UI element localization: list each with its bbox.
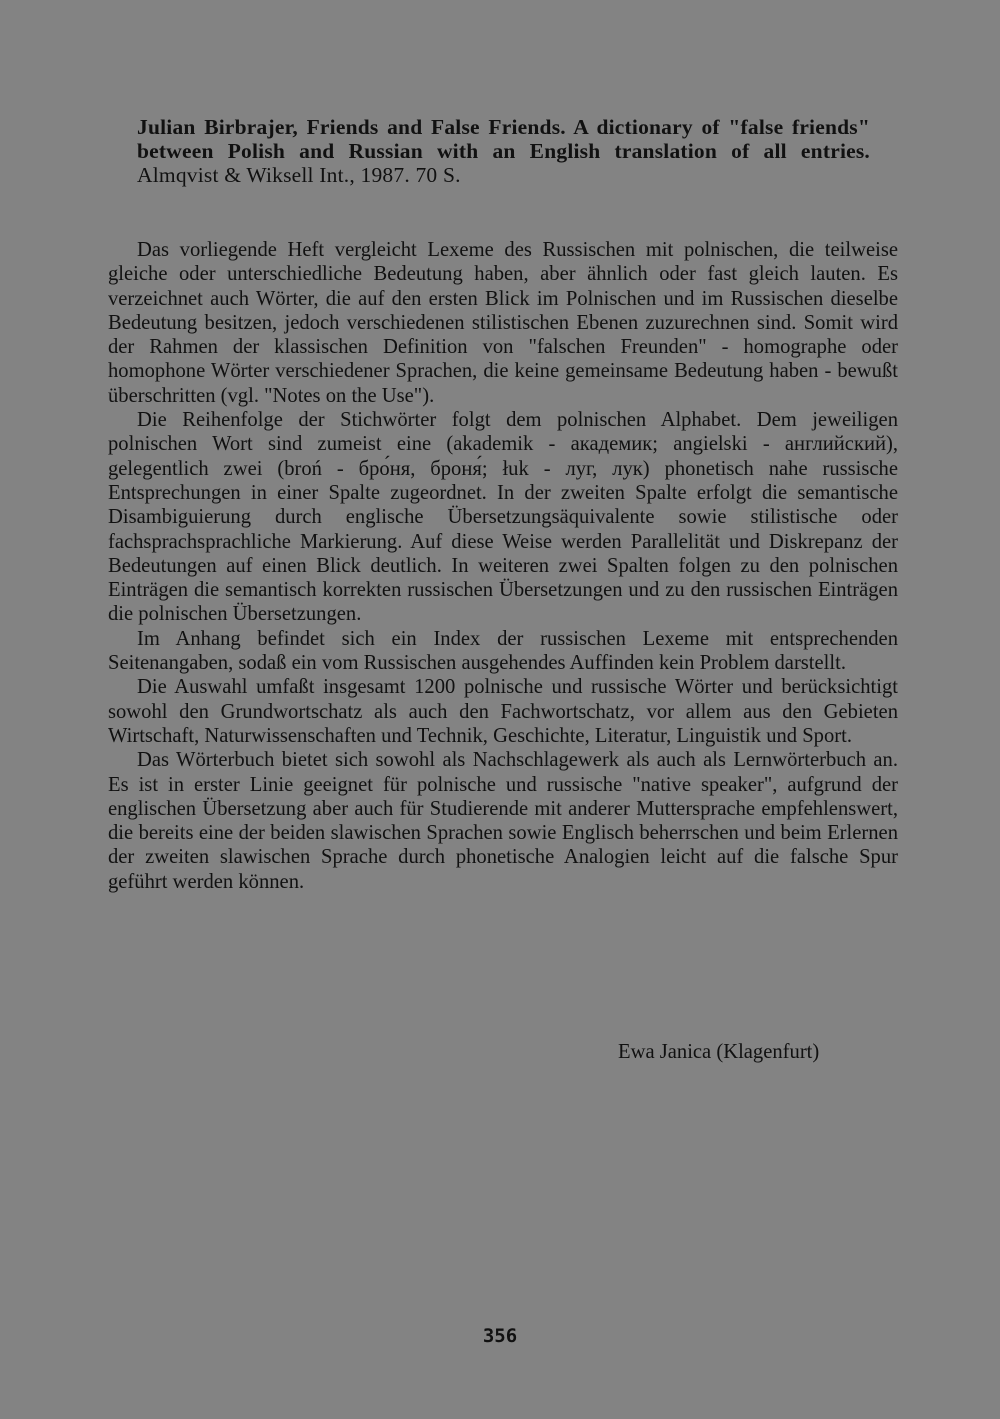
book-citation: Julian Birbrajer, Friends and False Friends. A dictionary of "false friends" between Polish and Russian with an English translation of all entries.: [137, 115, 870, 163]
paragraph: Die Reihenfolge der Stichwörter folgt dem polnischen Alphabet. Dem jeweiligen polnischen Wort sind zumeist eine (akademik - академик; angielski - английский), gelegentlich zwei (broń - бро́ня, броня́; łuk - луг, лук) phonetisch nahe russische Entsprechungen in einer Spalte zugeordnet. In der zweiten Spalte erfolgt die semantische Disambiguierung durch englische Übersetzungsäquivalente sowie stilistische oder fachsprachsprachliche Markierung. Auf diese Weise werden Parallelität und Diskrepanz der Bedeutungen auf einen Blick deutlich. In weiteren zwei Spalten folgen zu den polnischen Einträgen die semantisch korrekten russischen Übersetzungen und zu den russischen Einträgen die polnischen Übersetzungen.: [108, 409, 898, 626]
paragraph: Das Wörterbuch bietet sich sowohl als Nachschlagewerk als auch als Lernwörterbuch an. Es ist in erster Linie geeignet für polnische und russische "native speaker", aufgrund der englischen Übersetzung aber auch für Studierende mit anderer Muttersprache empfehlenswert, die bereits eine der beiden slawischen Sprachen sowie Englisch beherrschen und beim Erlernen der zweiten slawischen Sprache durch phonetische Analogien leicht auf die falsche Spur geführt werden können.: [108, 749, 898, 893]
publisher-info: Almqvist & Wiksell Int., 1987. 70 S.: [137, 163, 461, 187]
page-number: 356: [482, 1325, 518, 1347]
reviewer-signature: Ewa Janica (Klagenfurt): [618, 1041, 820, 1063]
paragraph: Das vorliegende Heft vergleicht Lexeme des Russischen mit polnischen, die teilweise gleiche oder unterschiedliche Bedeutung haben, aber ähnlich oder fast gleich lauten. Es verzeichnet auch Wörter, die auf den ersten Blick im Polnischen und im Russischen dieselbe Bedeutung besitzen, jedoch verschiedenen stilistischen Ebenen zuzurechnen sind. Somit wird der Rahmen der klassischen Definition von "falschen Freunden" - homographe oder homophone Wörter verschiedener Sprachen, die keine gemeinsame Bedeutung haben - bewußt überschritten (vgl. "Notes on the Use").: [108, 239, 898, 407]
paragraph: Die Auswahl umfaßt insgesamt 1200 polnische und russische Wörter und berücksichtigt sowohl den Grundwortschatz als auch den Fachwortschatz, vor allem aus den Gebieten Wirtschaft, Naturwissenschaften und Technik, Geschichte, Literatur, Linguistik und Sport.: [108, 676, 898, 747]
review-body: [108, 238, 898, 894]
paragraph: Im Anhang befindet sich ein Index der russischen Lexeme mit entsprechenden Seitenangaben, sodaß ein vom Russischen ausgehendes Auffinden kein Problem darstellt.: [108, 627, 898, 675]
review-heading: [137, 115, 870, 187]
